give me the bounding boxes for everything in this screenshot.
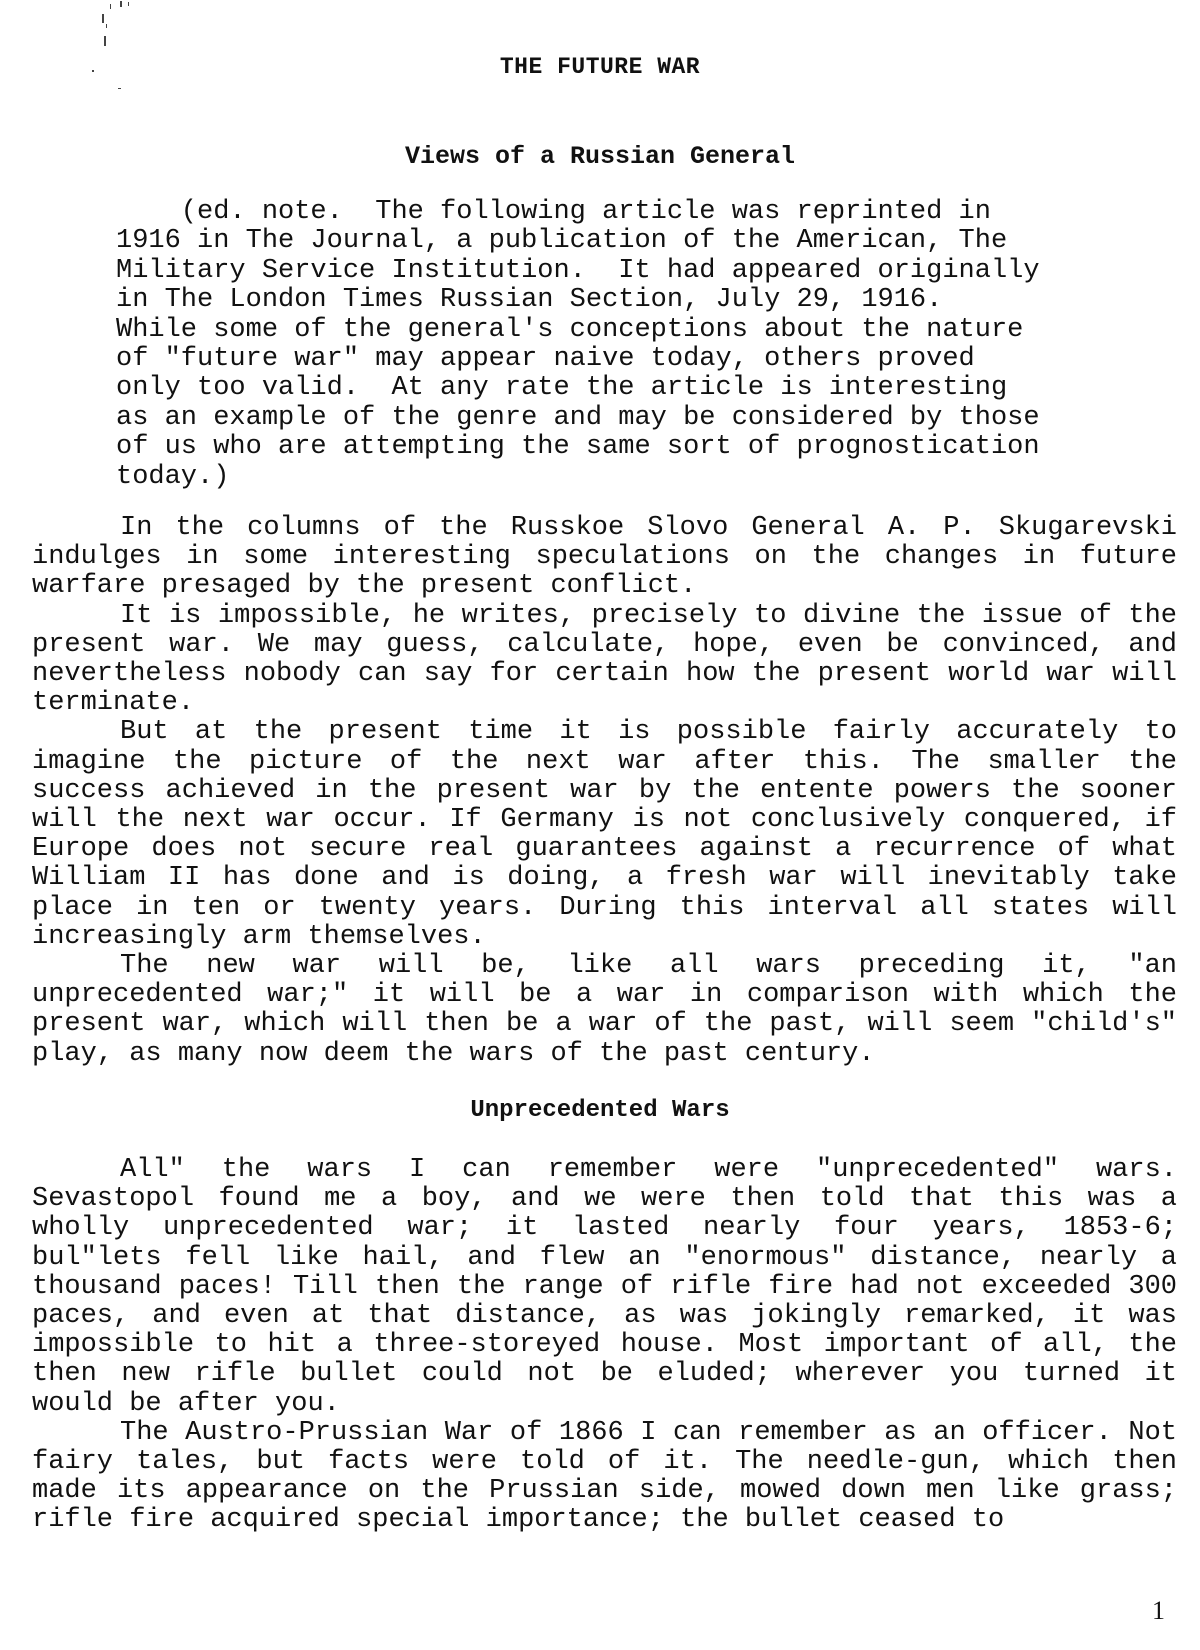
editor-note <box>116 198 1086 492</box>
article-body-continued <box>32 1156 1177 1536</box>
body-paragraph: All" the wars I can remember were "unprecedented" wars. Sevastopol found me a boy, and we were then told that this was a wholly unprecedented war; it lasted nearly four years, 1853-6; bul"lets fell like hail, and flew an "enormous" distance, nearly a thousand paces! Till then the range of rifle fire had not exceeded 300 paces, and even at that distance, as was jokingly remarked, it was impossible to hit a three-storeyed house. Most important of all, the then new rifle bullet could not be eluded; wherever you turned it would be after you. <box>32 1155 1177 1419</box>
editor-note-line: only too valid. At any rate the article is interesting <box>116 373 1008 404</box>
document-title: THE FUTURE WAR <box>499 54 701 80</box>
section-heading: Unprecedented Wars <box>470 1097 730 1124</box>
editor-note-line: of us who are attempting the same sort of prognostication <box>116 432 1040 463</box>
editor-note-line: as an example of the genre and may be considered by those <box>116 402 1040 433</box>
editor-note-line: Military Service Institution. It had appeared originally <box>116 255 1040 286</box>
page-number: 1 <box>1152 1596 1165 1625</box>
document-subtitle: Views of a Russian General <box>404 142 796 171</box>
editor-note-line: of "future war" may appear naive today, others proved <box>116 344 975 375</box>
body-paragraph: But at the present time it is possible fairly accurately to imagine the picture of the next war after this. The smaller the success achieved in the present war by the entente powers the sooner will the next war occur. If Germany is not conclusively conquered, if Europe does not secure real guarantees against a recurrence of what William II has done and is doing, a fresh war will inevitably take place in ten or twenty years. During this interval all states will increasingly arm themselves. <box>32 717 1177 952</box>
body-paragraph: The Austro-Prussian War of 1866 I can remember as an officer. Not fairy tales, but facts were told of it. The needle-gun, which then made its appearance on the Prussian side, mowed down men like grass; rifle fire acquired special importance; the bullet ceased to <box>32 1417 1177 1536</box>
editor-note-line: in The London Times Russian Section, July 29, 1916. <box>116 285 943 316</box>
editor-note-line: (ed. note. The following article was reprinted in <box>116 197 991 227</box>
editor-note-line: 1916 in The Journal, a publication of the American, The <box>116 226 1008 257</box>
editor-note-line: While some of the general's conceptions about the nature <box>116 314 1024 345</box>
body-paragraph: The new war will be, like all wars preceding it, "an unprecedented war;" it will be a war in comparison with which the present war, which will then be a war of the past, will seem "child's" play, as many now deem the wars of the past century. <box>32 951 1177 1069</box>
editor-note-line: today.) <box>116 461 230 492</box>
body-paragraph: It is impossible, he writes, precisely to divine the issue of the present war. We may guess, calculate, hope, even be convinced, and nevertheless nobody can say for certain how the present world war will terminate. <box>32 600 1177 719</box>
body-paragraph: In the columns of the Russkoe Slovo General A. P. Skugarevski indulges in some interesting speculations on the changes in future warfare presaged by the present conflict. <box>32 513 1177 602</box>
article-body <box>32 514 1177 1069</box>
